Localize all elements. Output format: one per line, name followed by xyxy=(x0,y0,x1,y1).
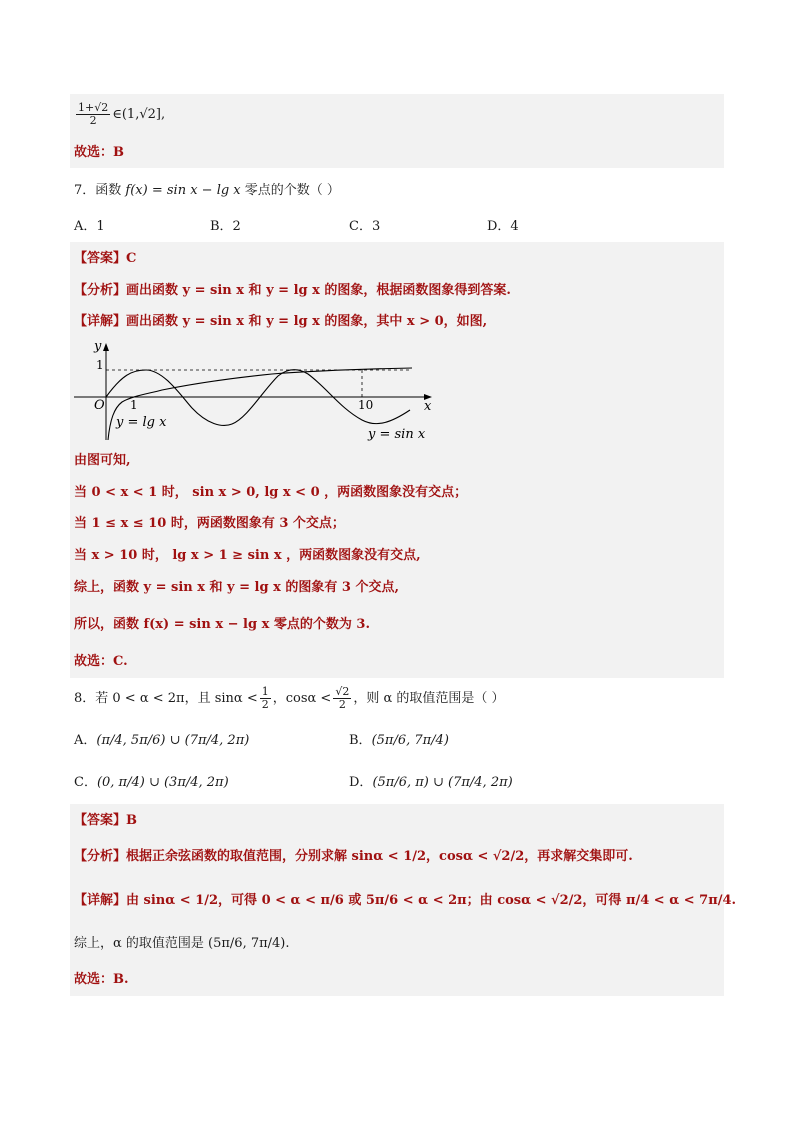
q8-stem xyxy=(74,684,505,714)
q7-analysis-label: 【分析】 xyxy=(74,283,127,298)
q8-option-a-text: (π/4, 5π/6) ∪ (7π/4, 2π) xyxy=(96,733,250,748)
q7-solution-block xyxy=(70,242,724,678)
q8-option-d-text: (5π/6, π) ∪ (7π/4, 2π) xyxy=(372,775,513,790)
q7-graph xyxy=(72,340,436,444)
q8-option-b xyxy=(349,732,449,750)
graph-sin-label: y = sin x xyxy=(368,427,426,442)
q7-detail-text: 画出函数 y = sin x 和 y = lg x 的图象，其中 x > 0，如图, xyxy=(126,314,488,329)
q8-option-b-label: B． xyxy=(349,733,372,748)
q7-line-6: 所以，函数 f(x) = sin x − lg x 零点的个数为 3. xyxy=(74,617,370,632)
q8-option-c xyxy=(74,774,229,792)
q7-line-3: 当 1 ≤ x ≤ 10 时，两函数图象有 3 个交点； xyxy=(74,516,345,531)
q8-stem-suffix: ，则 α 的取值范围是（ ） xyxy=(353,691,505,706)
q7-stem xyxy=(74,182,340,200)
q8-detail xyxy=(74,892,736,910)
q8-summary: 综上，α 的取值范围是 (5π/6, 7π/4). xyxy=(74,936,290,951)
graph-tick-1: 1 xyxy=(130,398,138,412)
q7-option-c: C．3 xyxy=(349,219,381,234)
q8-option-c-text: (0, π/4) ∪ (3π/4, 2π) xyxy=(96,775,229,790)
q7-answer: 【答案】C xyxy=(74,251,137,266)
q8-option-d-label: D． xyxy=(349,775,373,790)
prev-expr-rest: ∈(1,√2], xyxy=(112,107,166,122)
q7-analysis-text: 画出函数 y = sin x 和 y = lg x 的图象，根据函数图象得到答案. xyxy=(126,283,511,298)
q8-final: 故选：B. xyxy=(74,972,129,987)
q7-line-5: 综上，函数 y = sin x 和 y = lg x 的图象有 3 个交点, xyxy=(74,580,400,595)
graph-y-label: y xyxy=(94,340,102,354)
prev-expression xyxy=(74,102,165,127)
q7-line-2: 当 0 < x < 1 时， sin x > 0, lg x < 0 ，两函数图象没有交点； xyxy=(74,485,468,500)
q8-stem-mid: ，cosα < xyxy=(272,691,332,706)
q8-analysis-text: 根据正余弦函数的取值范围，分别求解 sinα < 1/2，cosα < √2/2，再求解交集即可. xyxy=(126,849,633,864)
prev-frac-num: 1+√2 xyxy=(78,101,109,114)
q7-stem-prefix: 7．函数 xyxy=(74,183,122,198)
q8-cos-num: √2 xyxy=(335,685,350,698)
q7-stem-func: f(x) = sin x − lg x xyxy=(125,183,241,198)
q8-option-d xyxy=(349,774,513,792)
q7-detail-label: 【详解】 xyxy=(74,314,127,329)
q8-option-a-label: A． xyxy=(74,733,97,748)
q7-stem-suffix: 零点的个数（ ） xyxy=(244,183,340,198)
q7-option-b: B．2 xyxy=(210,219,241,234)
q8-analysis xyxy=(74,848,633,866)
q8-detail-label: 【详解】 xyxy=(74,893,127,908)
q8-option-a xyxy=(74,732,249,750)
prev-solution-block xyxy=(70,94,724,168)
graph-x-label: x xyxy=(424,399,432,414)
q7-line-1: 由图可知, xyxy=(74,453,131,468)
q7-final: 故选：C. xyxy=(74,654,128,669)
q8-option-c-label: C． xyxy=(74,775,97,790)
q8-analysis-label: 【分析】 xyxy=(74,849,127,864)
graph-y-tick-1: 1 xyxy=(96,358,104,372)
graph-origin: O xyxy=(94,398,105,413)
q7-line-4: 当 x > 10 时， lg x > 1 ≥ sin x ，两函数图象没有交点, xyxy=(74,548,421,563)
q8-sin-num: 1 xyxy=(261,685,269,698)
q8-cos-den: 2 xyxy=(338,698,346,711)
graph-tick-10: 10 xyxy=(358,398,374,412)
prev-frac-den: 2 xyxy=(89,114,97,127)
q8-answer: 【答案】B xyxy=(74,813,137,828)
q8-detail-text: 由 sinα < 1/2，可得 0 < α < π/6 或 5π/6 < α < 2π；由 cosα < √2/2，可得 π/4 < α < 7π/4. xyxy=(126,893,737,908)
graph-lg-label: y = lg x xyxy=(116,415,167,430)
y-axis-arrow xyxy=(103,343,109,351)
q8-stem-prefix: 8．若 0 < α < 2π，且 sinα < xyxy=(74,691,258,706)
q8-option-b-text: (5π/6, 7π/4) xyxy=(371,733,449,748)
q8-sin-den: 2 xyxy=(261,698,269,711)
q7-option-d: D．4 xyxy=(487,219,519,234)
prev-answer-line: 故选：B xyxy=(74,145,124,160)
q7-analysis xyxy=(74,282,511,300)
q7-detail xyxy=(74,313,487,331)
q7-option-a: A．1 xyxy=(74,219,105,234)
